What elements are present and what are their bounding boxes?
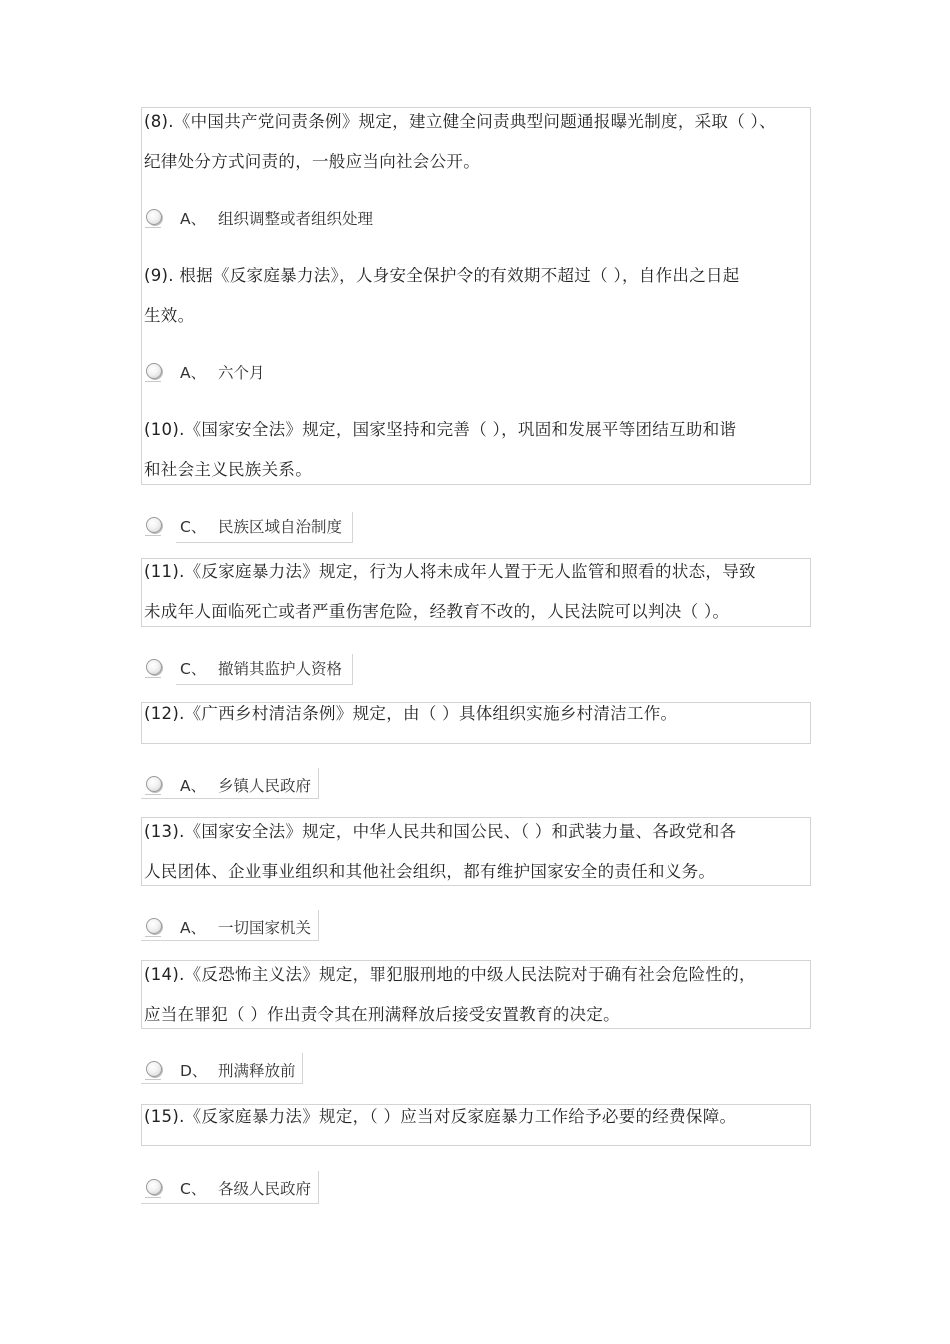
question-text-line: (10).《国家安全法》规定，国家坚持和完善（ ），巩固和发展平等团结互助和谐: [144, 420, 737, 439]
answer-option[interactable]: [144, 772, 344, 806]
question-text-line: 人民团体、企业事业组织和其他社会组织，都有维护国家安全的责任和义务。: [144, 862, 716, 881]
question-text-line: 未成年人面临死亡或者严重伤害危险，经教育不改的，人民法院可以判决（ ）。: [144, 602, 730, 621]
question-text-line: (14).《反恐怖主义法》规定，罪犯服刑地的中级人民法院对于确有社会危险性的，: [144, 965, 756, 984]
radio-button-icon[interactable]: [146, 776, 162, 792]
option-text: 一切国家机关: [218, 919, 312, 937]
radio-button-icon[interactable]: [146, 363, 162, 379]
option-letter: A、: [180, 210, 207, 228]
option-text: 刑满释放前: [218, 1062, 296, 1080]
question-11: [144, 552, 812, 632]
question-text-line: (12).《广西乡村清洁条例》规定，由（ ）具体组织实施乡村清洁工作。: [144, 704, 678, 723]
question-10: [144, 410, 812, 490]
question-8: [144, 102, 812, 182]
question-15: [144, 1097, 812, 1137]
option-text: 民族区域自治制度: [218, 518, 343, 536]
radio-button-icon[interactable]: [146, 209, 162, 225]
option-text: 乡镇人民政府: [218, 777, 312, 795]
option-letter: C、: [180, 660, 207, 678]
option-letter: A、: [180, 919, 207, 937]
answer-option[interactable]: [144, 914, 344, 948]
option-text: 组织调整或者组织处理: [218, 210, 374, 228]
answer-option[interactable]: [144, 1057, 314, 1091]
option-text: 各级人民政府: [218, 1180, 312, 1198]
radio-button-icon[interactable]: [146, 918, 162, 934]
question-text-line: (11).《反家庭暴力法》规定，行为人将未成年人置于无人监管和照看的状态，导致: [144, 562, 756, 581]
question-13: [144, 812, 812, 892]
radio-button-icon[interactable]: [146, 1179, 162, 1195]
answer-option[interactable]: [144, 359, 344, 393]
option-text: 六个月: [218, 364, 265, 382]
question-text-line: 应当在罪犯（ ）作出责令其在刑满释放后接受安置教育的决定。: [144, 1005, 620, 1024]
radio-button-icon[interactable]: [146, 1061, 162, 1077]
question-9: [144, 256, 812, 336]
answer-option[interactable]: [144, 205, 394, 239]
question-text-line: 纪律处分方式问责的，一般应当向社会公开。: [144, 152, 480, 171]
question-text-line: (9). 根据《反家庭暴力法》，人身安全保护令的有效期不超过（ ），自作出之日起: [144, 266, 740, 285]
question-text-line: 生效。: [144, 306, 195, 325]
question-text-line: (13).《国家安全法》规定，中华人民共和国公民、（ ）和武装力量、各政党和各: [144, 822, 737, 841]
question-12: [144, 694, 812, 734]
answer-option[interactable]: [144, 1175, 344, 1209]
answer-option[interactable]: [144, 513, 354, 547]
option-letter: A、: [180, 777, 207, 795]
radio-button-icon[interactable]: [146, 659, 162, 675]
option-text: 撤销其监护人资格: [218, 660, 343, 678]
option-letter: C、: [180, 518, 207, 536]
question-text-line: (8).《中国共产党问责条例》规定，建立健全问责典型问题通报曝光制度，采取（ ）、: [144, 112, 776, 131]
option-letter: A、: [180, 364, 207, 382]
question-14: [144, 955, 812, 1035]
option-letter: D、: [180, 1062, 208, 1080]
option-letter: C、: [180, 1180, 207, 1198]
radio-button-icon[interactable]: [146, 517, 162, 533]
answer-option[interactable]: [144, 655, 354, 689]
question-text-line: 和社会主义民族关系。: [144, 460, 312, 479]
question-text-line: (15).《反家庭暴力法》规定，（ ）应当对反家庭暴力工作给予必要的经费保障。: [144, 1107, 737, 1126]
